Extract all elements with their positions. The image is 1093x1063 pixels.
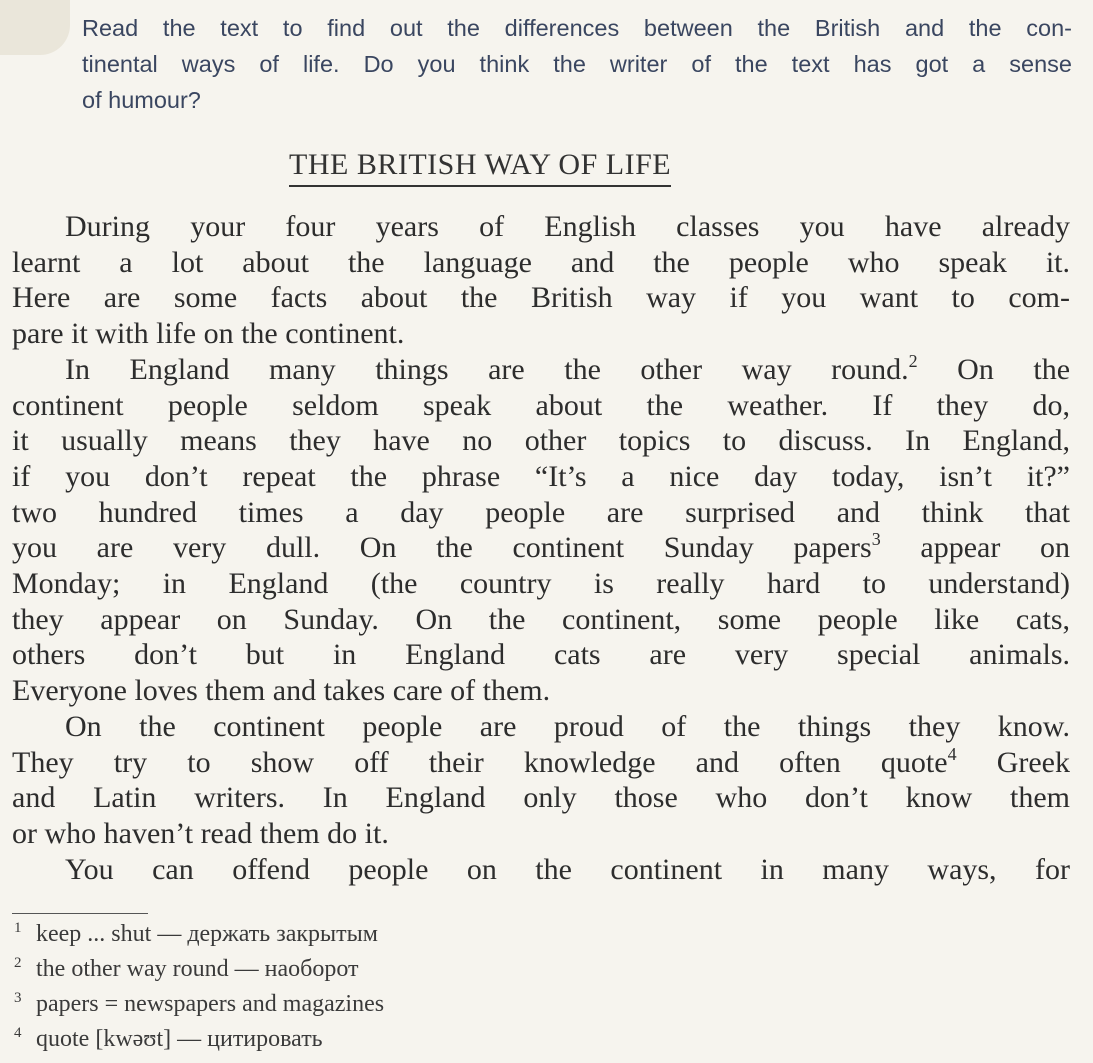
body-line: learnt a lot about the language and the people who speak it. xyxy=(12,245,1070,279)
instruction-text xyxy=(82,10,1072,118)
body-line: if you don’t repeat the phrase “It’s a nice day today, isn’t it?” xyxy=(12,459,1070,493)
body-line-part: In England many things are the other way round. xyxy=(65,352,909,386)
body-line: continent people seldom speak about the weather. If they do, xyxy=(12,388,1070,422)
body-line: You can offend people on the continent in many ways, for xyxy=(65,852,1070,886)
page-corner-mark xyxy=(0,0,70,55)
footnote-text: the other way round — наоборот xyxy=(36,956,359,982)
footnote-text: papers = newspapers and magazines xyxy=(36,991,385,1017)
footnote-ref-3: 3 xyxy=(871,529,881,550)
footnote-item: 2 the other way round — наоборот xyxy=(14,955,359,982)
body-line: Here are some facts about the British way if you want to com- xyxy=(12,281,1070,315)
footnote-divider xyxy=(12,913,148,914)
body-line: During your four years of English classes you have already xyxy=(65,210,1070,243)
footnote-ref-2: 2 xyxy=(908,350,918,371)
footnote-item: 4 quote [kwəʊt] — цитировать xyxy=(14,1025,323,1052)
body-line: they appear on Sunday. On the continent, some people like cats, xyxy=(12,602,1070,636)
instruction-line: tinental ways of life. Do you think the writer of the text has got a sense xyxy=(82,51,1072,77)
body-line-part: you are very dull. On the continent Sunday papers xyxy=(12,531,872,565)
body-line-part: They try to show off their knowledge and often quote xyxy=(12,745,948,779)
body-line-part: Greek xyxy=(996,745,1070,779)
body-line xyxy=(12,745,1070,781)
body-line xyxy=(12,352,1070,388)
body-line: others don’t but in England cats are very special animals. xyxy=(12,638,1070,672)
body-line: Everyone loves them and takes care of them. xyxy=(12,674,551,708)
footnote-text: quote [kwəʊt] — цитировать xyxy=(36,1026,323,1052)
article-body xyxy=(12,209,1070,887)
body-line: Monday; in England (the country is really hard to understand) xyxy=(12,567,1070,601)
body-line-part: On the xyxy=(957,352,1071,386)
body-line: and Latin writers. In England only those who don’t know them xyxy=(12,781,1070,815)
body-line: pare it with life on the continent. xyxy=(12,317,405,351)
body-line xyxy=(12,530,1070,566)
footnotes xyxy=(12,917,384,1057)
footnote-text: keep ... shut — держать закрытым xyxy=(36,921,378,947)
instruction-line: of humour? xyxy=(82,87,201,113)
instruction-line: Read the text to find out the differences between the British and the con- xyxy=(82,15,1072,41)
footnote-ref-4: 4 xyxy=(947,743,957,764)
footnote-item: 3 papers = newspapers and magazines xyxy=(14,990,385,1017)
body-line: or who haven’t read them do it. xyxy=(12,816,389,850)
body-line: two hundred times a day people are surprised and think that xyxy=(12,495,1070,529)
body-line: it usually means they have no other topics to discuss. In England, xyxy=(12,424,1070,458)
article-title: THE BRITISH WAY OF LIFE xyxy=(289,145,671,187)
body-line-part: appear on xyxy=(920,531,1070,565)
body-line: On the continent people are proud of the things they know. xyxy=(65,709,1070,743)
footnote-item: 1 keep ... shut — держать закрытым xyxy=(14,920,378,947)
